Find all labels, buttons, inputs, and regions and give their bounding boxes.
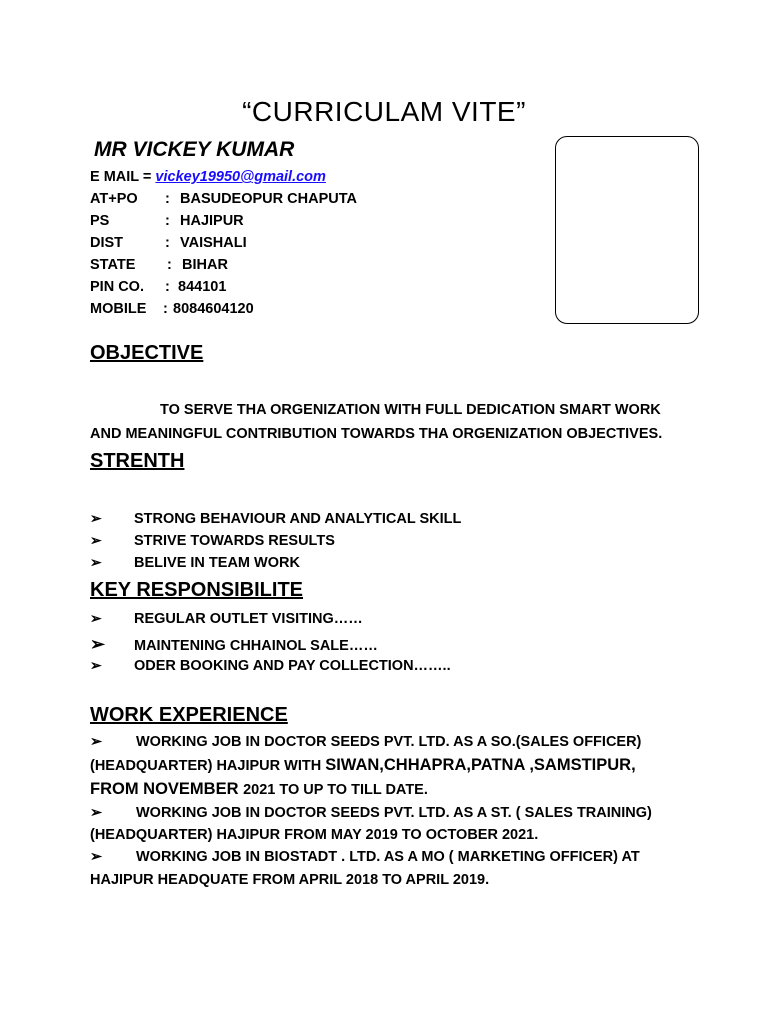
experience-1-line-3 bbox=[90, 780, 428, 799]
arrow-bullet-icon: ➢ bbox=[90, 554, 102, 570]
responsibility-item-label: REGULAR OUTLET VISITING…… bbox=[134, 611, 363, 627]
email-row bbox=[90, 166, 326, 188]
responsibility-item-label: MAINTENING CHHAINOL SALE…… bbox=[134, 638, 378, 654]
contact-row-state bbox=[90, 254, 228, 276]
experience-2-line-2: (HEADQUARTER) HAJIPUR FROM MAY 2019 TO OCTOBER 2021. bbox=[90, 827, 539, 843]
experience-3-text: WORKING JOB IN BIOSTADT . LTD. AS A MO ( MARKETING OFFICER) AT bbox=[136, 849, 640, 865]
photo-placeholder bbox=[555, 136, 699, 324]
strength-item bbox=[90, 554, 300, 571]
email-label: E MAIL = bbox=[90, 169, 156, 185]
experience-1-line-2 bbox=[90, 756, 636, 775]
arrow-bullet-icon: ➢ bbox=[90, 510, 102, 526]
responsibility-item bbox=[90, 634, 378, 655]
strength-item-label: STRIVE TOWARDS RESULTS bbox=[134, 533, 335, 549]
contact-row-ps bbox=[90, 210, 244, 232]
arrow-bullet-icon: ➢ bbox=[90, 657, 102, 673]
contact-value: 844101 bbox=[178, 279, 227, 295]
experience-2-text: WORKING JOB IN DOCTOR SEEDS PVT. LTD. AS A ST. ( SALES TRAINING) bbox=[136, 805, 652, 821]
responsibility-item bbox=[90, 610, 363, 627]
experience-1-dates: 2021 TO UP TO TILL DATE. bbox=[243, 782, 428, 798]
arrow-bullet-icon: ➢ bbox=[90, 849, 103, 865]
responsibilities-heading: KEY RESPONSIBILITE bbox=[90, 579, 304, 601]
responsibility-item-label: ODER BOOKING AND PAY COLLECTION…….. bbox=[134, 658, 451, 674]
experience-2-line-1 bbox=[90, 805, 652, 821]
experience-1-text: (HEADQUARTER) HAJIPUR WITH bbox=[90, 758, 326, 774]
strength-heading: STRENTH bbox=[90, 450, 185, 472]
responsibility-item bbox=[90, 657, 451, 674]
arrow-bullet-icon: ➢ bbox=[90, 734, 103, 750]
experience-1-line-1 bbox=[90, 734, 641, 750]
contact-sep: : bbox=[163, 301, 168, 317]
experience-heading: WORK EXPERIENCE bbox=[90, 704, 288, 726]
strength-item bbox=[90, 510, 461, 527]
contact-row-dist bbox=[90, 232, 247, 254]
objective-line-1: TO SERVE THA ORGENIZATION WITH FULL DEDICATION SMART WORK bbox=[160, 402, 661, 418]
contact-row-pin bbox=[90, 276, 226, 298]
contact-label: PIN CO. bbox=[90, 279, 144, 295]
candidate-name: MR VICKEY KUMAR bbox=[94, 138, 295, 161]
contact-value: 8084604120 bbox=[173, 301, 254, 317]
experience-3-line-1 bbox=[90, 849, 640, 865]
strength-item-label: STRONG BEHAVIOUR AND ANALYTICAL SKILL bbox=[134, 511, 462, 527]
experience-1-from: FROM NOVEMBER bbox=[90, 780, 244, 798]
contact-label: STATE bbox=[90, 257, 136, 273]
contact-value: VAISHALI bbox=[180, 235, 247, 251]
contact-label: MOBILE bbox=[90, 301, 147, 317]
strength-item-label: BELIVE IN TEAM WORK bbox=[134, 555, 300, 571]
strength-item bbox=[90, 532, 335, 549]
contact-sep: : bbox=[165, 213, 170, 229]
experience-1-text: WORKING JOB IN DOCTOR SEEDS PVT. LTD. AS A SO.(SALES OFFICER) bbox=[136, 734, 642, 750]
contact-sep: : bbox=[167, 257, 172, 273]
contact-label: AT+PO bbox=[90, 191, 138, 207]
contact-sep: : bbox=[165, 279, 170, 295]
contact-sep: : bbox=[165, 235, 170, 251]
objective-heading: OBJECTIVE bbox=[90, 342, 204, 364]
email-link[interactable]: vickey19950@gmail.com bbox=[155, 169, 326, 185]
contact-value: BASUDEOPUR CHAPUTA bbox=[180, 191, 357, 207]
arrow-bullet-icon: ➢ bbox=[90, 532, 102, 548]
experience-3-line-2: HAJIPUR HEADQUATE FROM APRIL 2018 TO APRIL 2019. bbox=[90, 872, 490, 888]
arrow-bullet-icon: ➢ bbox=[90, 805, 103, 821]
arrow-bullet-icon: ➢ bbox=[90, 634, 106, 654]
contact-row-atpo bbox=[90, 188, 357, 210]
contact-row-mobile bbox=[90, 298, 254, 320]
document-title: “CURRICULAM VITE” bbox=[242, 96, 526, 127]
contact-label: PS bbox=[90, 213, 110, 229]
contact-label: DIST bbox=[90, 235, 124, 251]
contact-sep: : bbox=[165, 191, 170, 207]
contact-value: HAJIPUR bbox=[180, 213, 244, 229]
arrow-bullet-icon: ➢ bbox=[90, 610, 102, 626]
experience-1-locations: SIWAN,CHHAPRA,PATNA ,SAMSTIPUR, bbox=[325, 756, 636, 774]
contact-value: BIHAR bbox=[182, 257, 228, 273]
objective-line-2: AND MEANINGFUL CONTRIBUTION TOWARDS THA ORGENIZATION OBJECTIVES. bbox=[90, 426, 663, 442]
